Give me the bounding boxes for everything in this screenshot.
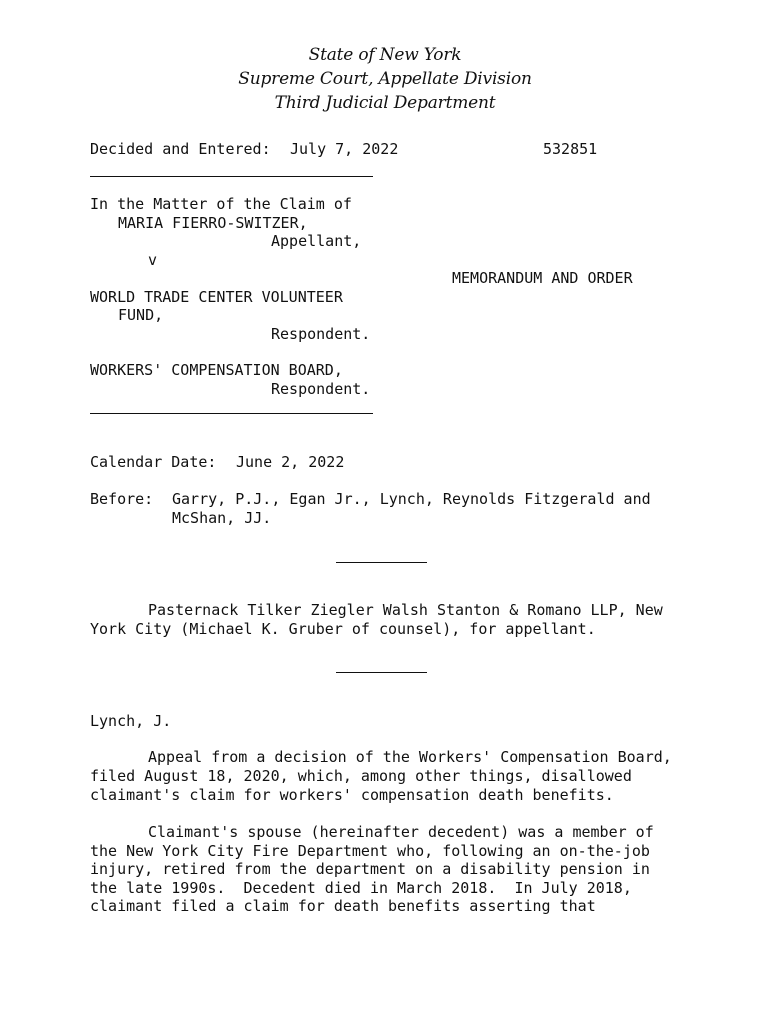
opinion-p2-line1: Claimant's spouse (hereinafter decedent) was a member of: [148, 823, 654, 841]
court-division: Supreme Court, Appellate Division: [238, 69, 532, 89]
claimant-role: Appellant,: [271, 232, 362, 250]
opinion-p2-line5: claimant filed a claim for death benefits asserting that: [90, 897, 596, 915]
calendar-label: Calendar Date:: [90, 453, 217, 471]
calendar-date: June 2, 2022: [236, 453, 345, 471]
caption-matter-line: In the Matter of the Claim of: [90, 195, 352, 213]
panel-line1: Garry, P.J., Egan Jr., Lynch, Reynolds Fitzgerald and: [172, 490, 651, 508]
opinion-p1-line3: claimant's claim for workers' compensation death benefits.: [90, 786, 614, 804]
opinion-p2-line2: the New York City Fire Department who, following an on-the-job: [90, 841, 650, 860]
caption-top-rule: [90, 176, 373, 177]
section-divider-2: [336, 672, 427, 673]
caption-bottom-rule: [90, 413, 373, 414]
panel-line2: McShan, JJ.: [172, 508, 272, 527]
respondent1-role: Respondent.: [271, 324, 371, 343]
counsel-line1: Pasternack Tilker Ziegler Walsh Stanton & Romano LLP, New: [148, 601, 663, 619]
section-divider-1: [336, 562, 427, 563]
counsel-line2: York City (Michael K. Gruber of counsel), for appellant.: [90, 620, 596, 638]
opinion-p2-line4: the late 1990s. Decedent died in March 2018. In July 2018,: [90, 878, 632, 897]
before-label: Before:: [90, 490, 154, 508]
order-type: MEMORANDUM AND ORDER: [452, 269, 633, 287]
docket-number: 532851: [543, 140, 598, 158]
opinion-author: Lynch, J.: [90, 712, 172, 730]
court-name: State of New York: [308, 45, 462, 65]
decided-label: Decided and Entered:: [90, 140, 271, 158]
court-department: Third Judicial Department: [274, 93, 496, 113]
respondent1-name-line2: FUND,: [118, 306, 164, 324]
versus: v: [148, 250, 158, 269]
respondent1-name-line1: WORLD TRADE CENTER VOLUNTEER: [90, 287, 343, 306]
respondent2-name: WORKERS' COMPENSATION BOARD,: [90, 361, 343, 379]
decided-date: July 7, 2022: [290, 140, 399, 158]
opinion-p1-line2: filed August 18, 2020, which, among other things, disallowed: [90, 767, 632, 785]
opinion-p1-line1: Appeal from a decision of the Workers' Compensation Board,: [148, 748, 672, 766]
opinion-p2-line3: injury, retired from the department on a disability pension in: [90, 860, 650, 878]
claimant-name: MARIA FIERRO-SWITZER,: [118, 213, 308, 232]
respondent2-role: Respondent.: [271, 379, 371, 398]
